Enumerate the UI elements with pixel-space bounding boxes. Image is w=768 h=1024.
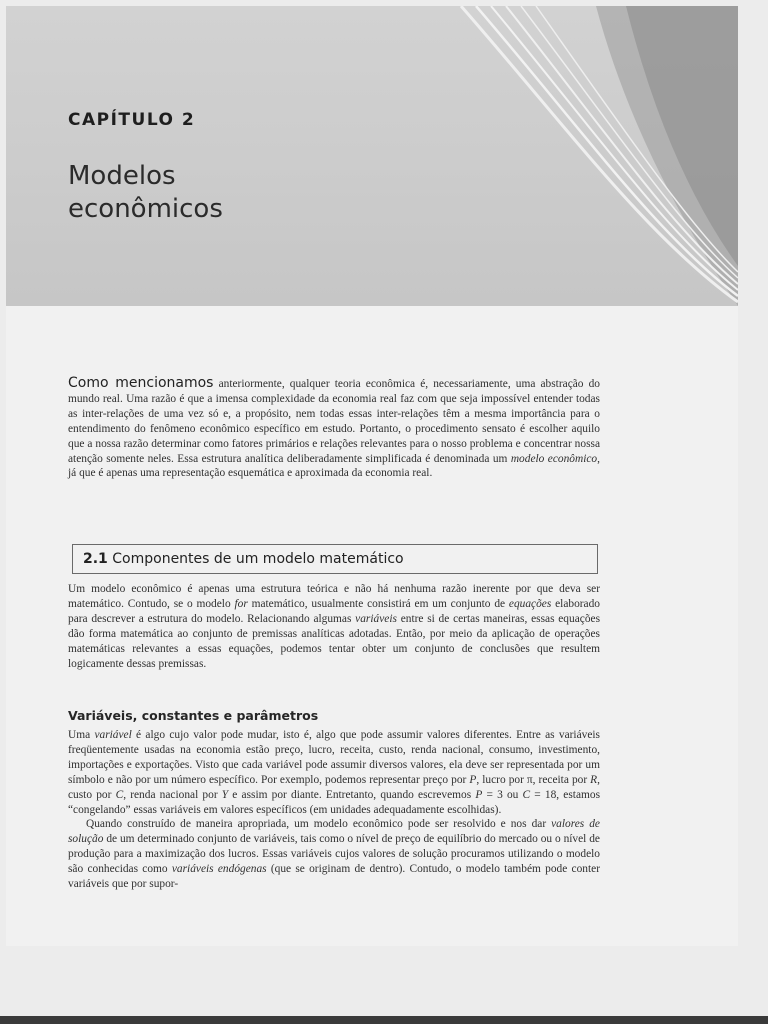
chapter-title-line2: econômicos: [68, 194, 223, 224]
intro-paragraph: Como mencionamos anteriormente, qualquer teoria econômica é, necessariamente, uma abstração do mundo real. Uma razão é que a imensa complexidade da economia real faz com que seja impossível entender todas as inter-relações de uma vez só e, a propósito, nem todas essas inter-relações têm a mesma importância para o entendimento do fenômeno econômico específico em estudo. Portanto, o procedimento sensato é escolher aquilo que a nossa razão determinar como fatores primários e relações relevantes para o nosso problema e concentrar nossa atenção somente neles. Essa estrutura analítica deliberadamente simplificada é denominada um modelo econômico, já que é apenas uma representação esquemática e aproximada da economia real.: [68, 375, 600, 480]
book-page: [6, 6, 738, 946]
intro-lead-in: Como mencionamos: [68, 375, 214, 391]
italic-term: modelo econômico: [510, 452, 598, 465]
section-heading-box: [72, 544, 598, 574]
chapter-title: [68, 160, 368, 226]
section-title: Componentes de um modelo matemático: [107, 551, 404, 567]
subsection-paragraph-1: Uma variável é algo cujo valor pode mudar, isto é, algo que pode assumir valores diferentes. Entre as variáveis freqüentemente usadas na economia estão preço, lucro, receita, custo, renda nacional, consumo, investimento, importações e exportações. Visto que cada variável pode assumir diversos valores, ela deve ser representada por um símbolo e não por um número específico. Por exemplo, podemos representar preço por P, lucro por π, receita por R, custo por C, renda nacional por Y e assim por diante. Entretanto, quando escrevemos P = 3 ou C = 18, estamos “congelando” essas variáveis em valores específicos (em unidades adequadamente escolhidas). Quando construído de maneira apropriada, um modelo econômico pode ser resolvido e nos dar valores de solução de um determinado conjunto de variáveis, tais como o nível de preço de equilíbrio do mercado ou o nível de produção para a maximização dos lucros. Essas variáveis cujos valores de solução procuramos utilizando o modelo são conhecidas como variáveis endógenas (que se originam de dentro). Contudo, o modelo também pode conter variáveis que por supor-: [68, 729, 600, 891]
scan-edge: [0, 1016, 768, 1024]
section-paragraph: Um modelo econômico é apenas uma estrutura teórica e não há nenhuma razão inerente por que deva ser matemático. Contudo, se o modelo for matemático, usualmente consistirá em um conjunto de equações elaborado para descrever a estrutura do modelo. Relacionando algumas variáveis entre si de certas maneiras, essas equações dão forma matemática ao conjunto de premissas analíticas adotadas. Então, por meio da aplicação de operações matemáticas relevantes a essas equações, podemos tentar obter um conjunto de conclusões que resultem logicamente dessas premissas.: [68, 583, 601, 670]
chapter-label: CAPÍTULO 2: [68, 110, 196, 130]
subsection-heading: Variáveis, constantes e parâmetros: [68, 708, 319, 723]
decorative-curves: [6, 6, 738, 306]
chapter-title-line1: Modelos: [68, 161, 176, 191]
chapter-header-band: [6, 6, 738, 306]
subsection-paragraph-2: Quando construído de maneira apropriada, um modelo econômico pode ser resolvido e nos dar valores de solução de um determinado conjunto de variáveis, tais como o nível de preço de equilíbrio do mercado ou o nível de produção para a maximização dos lucros. Essas variáveis cujos valores de solução procuramos utilizando o modelo são conhecidas como variáveis endógenas (que se originam de dentro). Contudo, o modelo também pode conter variáveis que por supor-: [68, 818, 600, 891]
section-heading: [83, 551, 404, 567]
section-number: 2.1: [83, 551, 108, 567]
